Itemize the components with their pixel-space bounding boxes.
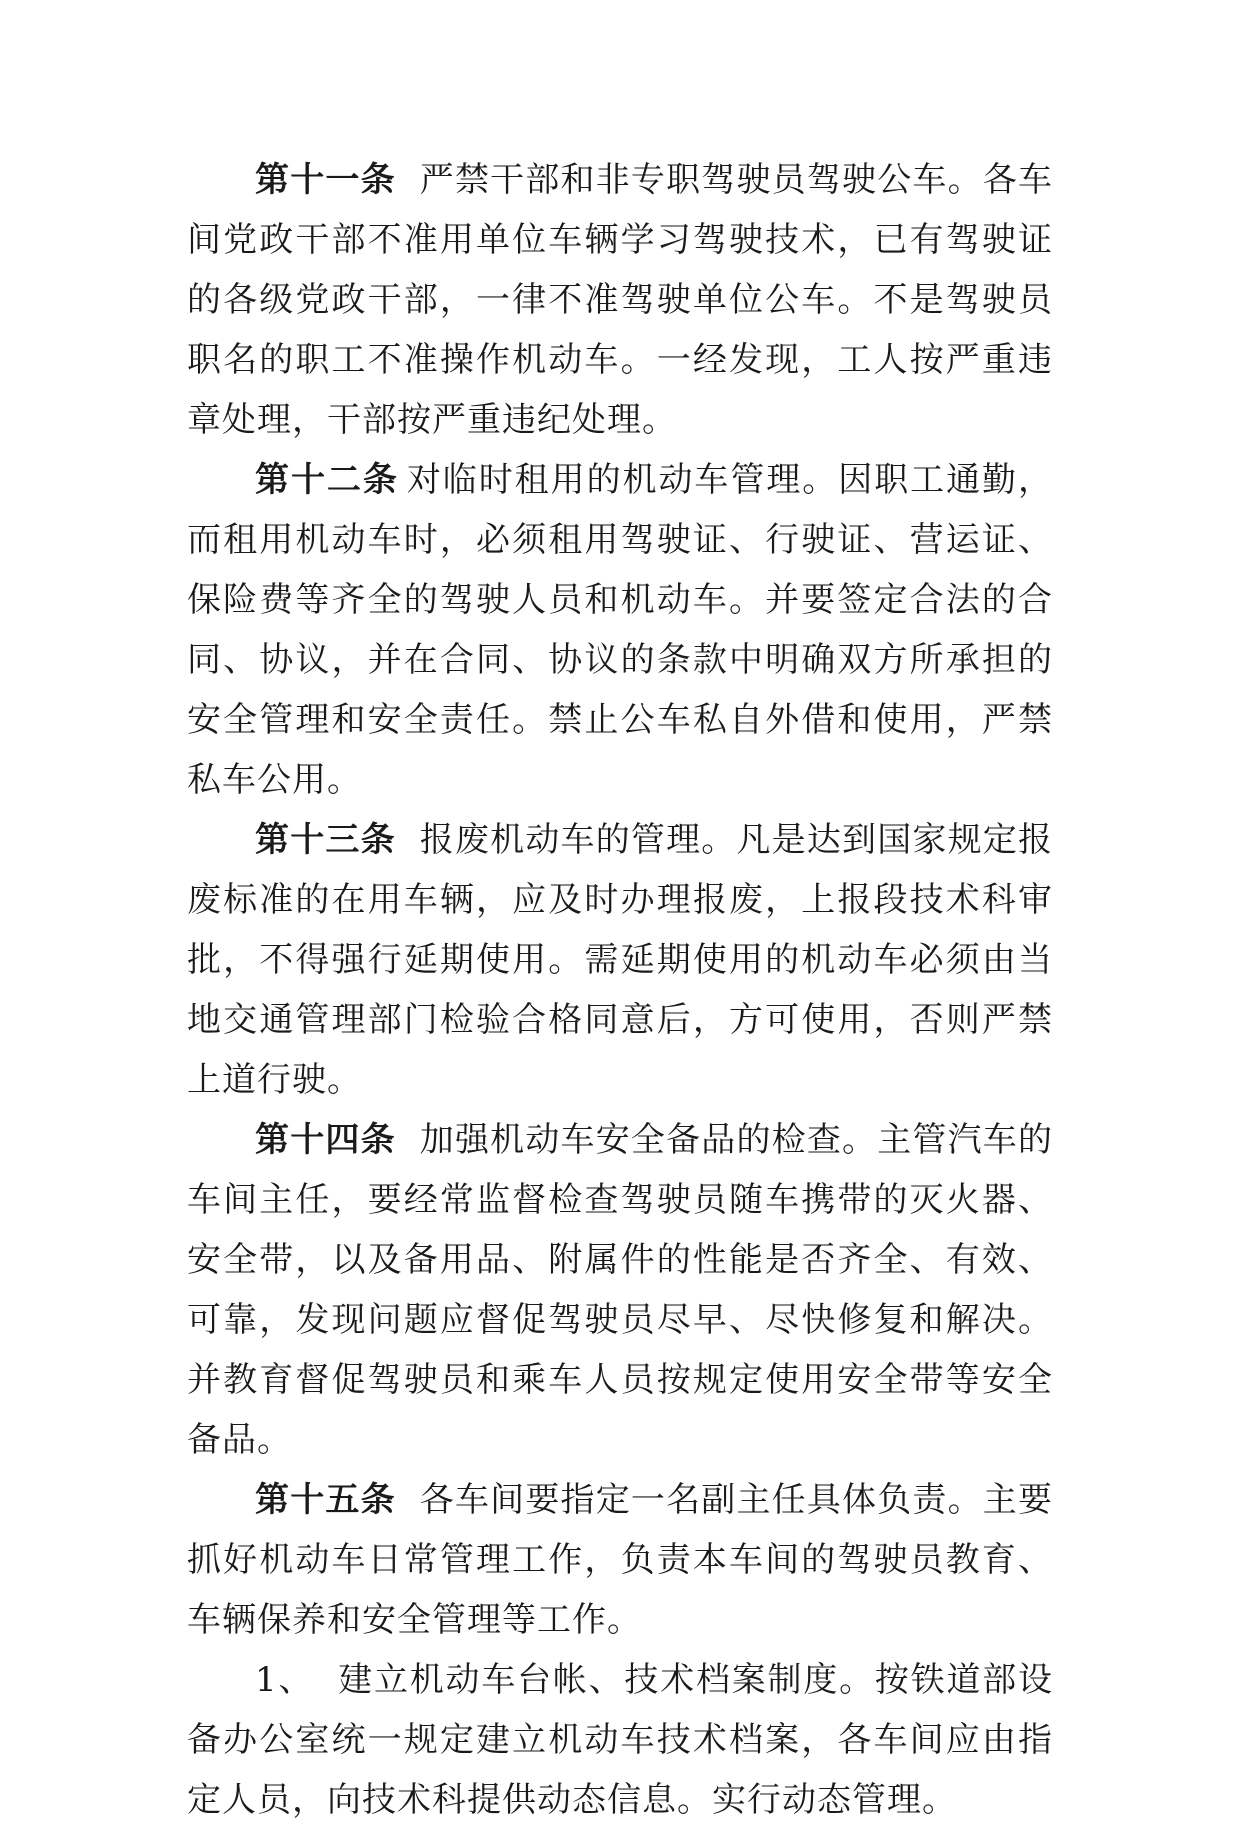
article-heading: 第十五条 <box>255 1480 396 1520</box>
article-heading: 第十四条 <box>255 1120 396 1160</box>
article-text: 各车间要指定一名副主任具体负责。主要抓好机动车日常管理工作，负责本车间的驾驶员教育、车辆保养和安全管理等工作。 <box>187 1480 1054 1640</box>
document-page <box>187 150 1053 1830</box>
article-text: 报废机动车的管理。凡是达到国家规定报废标准的在用车辆，应及时办理报废，上报段技术科审批，不得强行延期使用。需延期使用的机动车必须由当地交通管理部门检验合格同意后，方可使用，否则严禁上道行驶。 <box>187 820 1054 1100</box>
article-13 <box>187 810 1053 1110</box>
article-12 <box>187 450 1053 810</box>
article-heading: 第十三条 <box>255 820 396 860</box>
article-text: 对临时租用的机动车管理。因职工通勤，而租用机动车时，必须租用驾驶证、行驶证、营运证、保险费等齐全的驾驶人员和机动车。并要签定合法的合同、协议，并在合同、协议的条款中明确双方所承担的安全管理和安全责任。禁止公车私自外借和使用，严禁私车公用。 <box>187 460 1054 800</box>
article-heading: 第十一条 <box>255 160 396 200</box>
list-item-1 <box>187 1650 1053 1830</box>
item-text: 建立机动车台帐、技术档案制度。按铁道部设备办公室统一规定建立机动车技术档案，各车间应由指定人员，向技术科提供动态信息。实行动态管理。 <box>187 1660 1054 1820</box>
item-number: 1、 <box>255 1660 315 1700</box>
article-text: 严禁干部和非专职驾驶员驾驶公车。各车间党政干部不准用单位车辆学习驾驶技术，已有驾驶证的各级党政干部，一律不准驾驶单位公车。不是驾驶员职名的职工不准操作机动车。一经发现，工人按严重违章处理，干部按严重违纪处理。 <box>187 160 1054 440</box>
article-14 <box>187 1110 1053 1470</box>
article-text: 加强机动车安全备品的检查。主管汽车的车间主任，要经常监督检查驾驶员随车携带的灭火器、安全带，以及备用品、附属件的性能是否齐全、有效、可靠，发现问题应督促驾驶员尽早、尽快修复和解决。并教育督促驾驶员和乘车人员按规定使用安全带等安全备品。 <box>187 1120 1054 1460</box>
article-11 <box>187 150 1053 450</box>
article-heading: 第十二条 <box>255 460 399 500</box>
article-15 <box>187 1470 1053 1650</box>
